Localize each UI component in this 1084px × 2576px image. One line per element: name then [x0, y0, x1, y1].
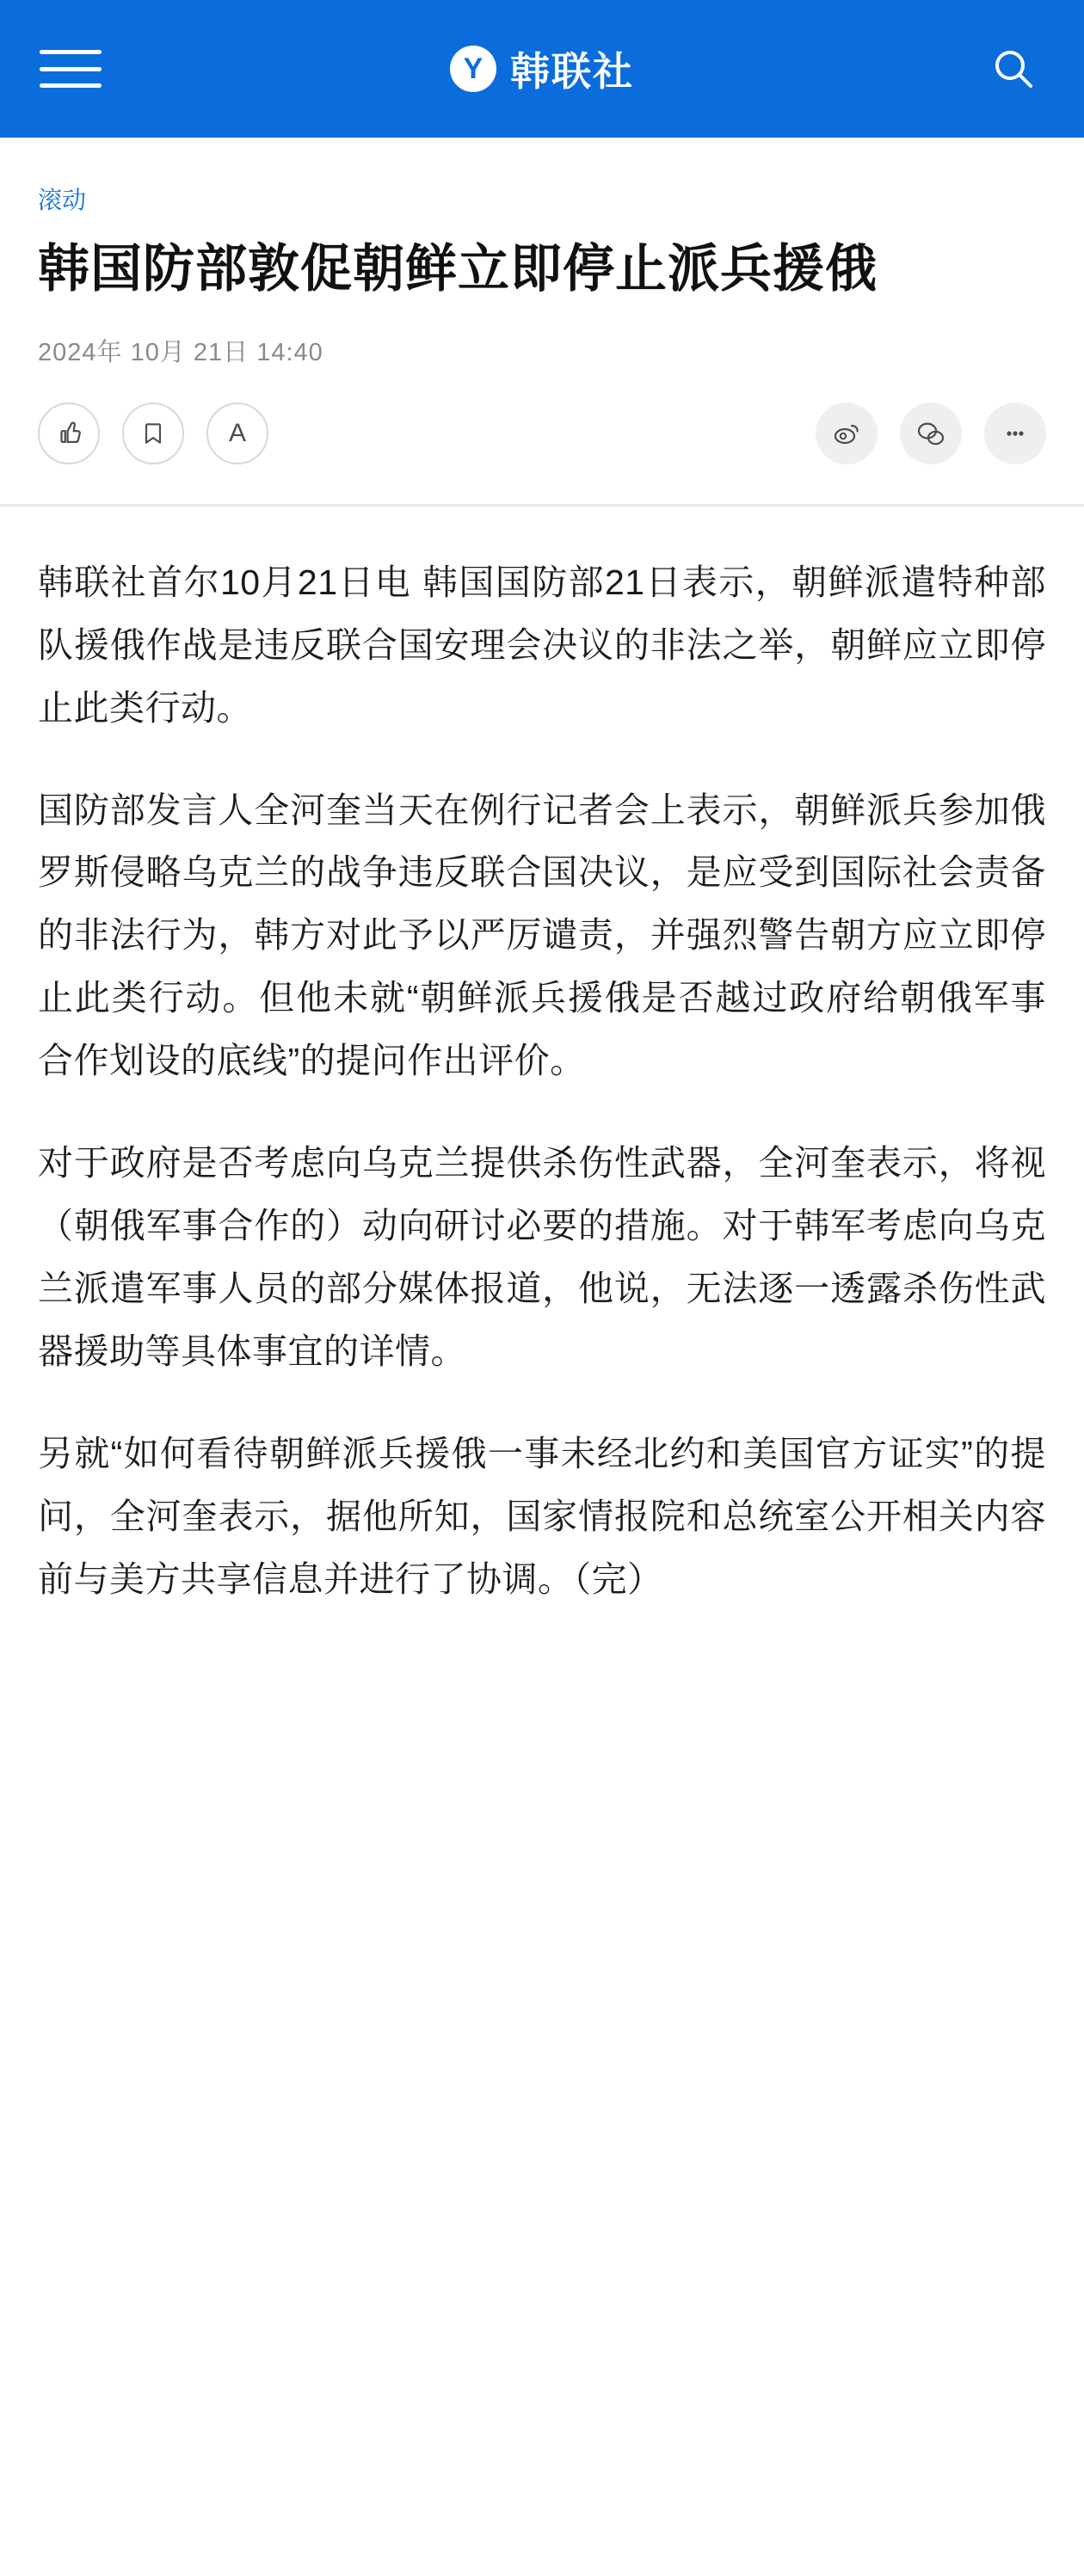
menu-icon[interactable] [40, 45, 102, 93]
menu-icon-bar [40, 67, 102, 71]
ellipsis-icon [1000, 418, 1031, 449]
brand-name: 韩联社 [510, 49, 634, 94]
bookmark-button[interactable] [122, 403, 184, 464]
font-size-label: A [228, 418, 246, 447]
share-weibo-button[interactable] [816, 403, 878, 464]
article-paragraph: 对于政府是否考虑向乌克兰提供杀伤性武器，全河奎表示，将视（朝俄军事合作的）动向研讨必要的措施。对于韩军考虑向乌克兰派遣军事人员的部分媒体报道，他说，无法逐一透露杀伤性武器援助等具体事宜的详情。 [38, 1143, 1046, 1372]
menu-icon-bar [40, 50, 102, 54]
article-container [0, 186, 1084, 1714]
action-group-left [38, 403, 268, 464]
action-group-right [816, 403, 1046, 464]
app-header [0, 0, 1084, 138]
more-options-button[interactable] [984, 403, 1046, 464]
section-divider [0, 504, 1084, 507]
article-body [38, 551, 1046, 1612]
article-paragraph: 韩联社首尔10月21日电 韩国国防部21日表示，朝鲜派遣特种部队援俄作战是违反联合国安理会决议的非法之举，朝鲜应立即停止此类行动。 [38, 562, 1046, 728]
search-icon[interactable] [982, 38, 1044, 100]
bottom-spacer [38, 1611, 1046, 1714]
wechat-icon [915, 417, 947, 450]
yonhap-mark-icon: Y [450, 46, 496, 92]
weibo-icon [831, 418, 862, 449]
article-action-bar [38, 403, 1046, 504]
article-paragraph: 国防部发言人全河奎当天在例行记者会上表示，朝鲜派兵参加俄罗斯侵略乌克兰的战争违反联合国决议，是应受到国际社会责备的非法行为，韩方对此予以严厉谴责，并强烈警告朝方应立即停止此类行动。但他未就“朝鲜派兵援俄是否越过政府给朝俄军事合作划设的底线”的提问作出评价。 [38, 790, 1046, 1081]
brand-logo[interactable] [450, 40, 634, 97]
like-button[interactable] [38, 403, 100, 464]
menu-icon-bar [40, 83, 102, 88]
article-kicker[interactable]: 滚动 [38, 187, 87, 213]
page-title: 韩国防部敦促朝鲜立即停止派兵援俄 [38, 239, 878, 298]
share-wechat-button[interactable] [900, 403, 962, 464]
article-paragraph: 另就“如何看待朝鲜派兵援俄一事未经北约和美国官方证实”的提问，全河奎表示，据他所知，国家情报院和总统室公开相关内容前与美方共享信息并进行了协调。（完） [38, 1434, 1046, 1600]
thumbs-up-icon [54, 419, 83, 448]
article-timestamp: 2024年 10月 21日 14:40 [38, 338, 323, 366]
bookmark-icon [139, 420, 167, 447]
font-size-button[interactable] [206, 403, 268, 464]
